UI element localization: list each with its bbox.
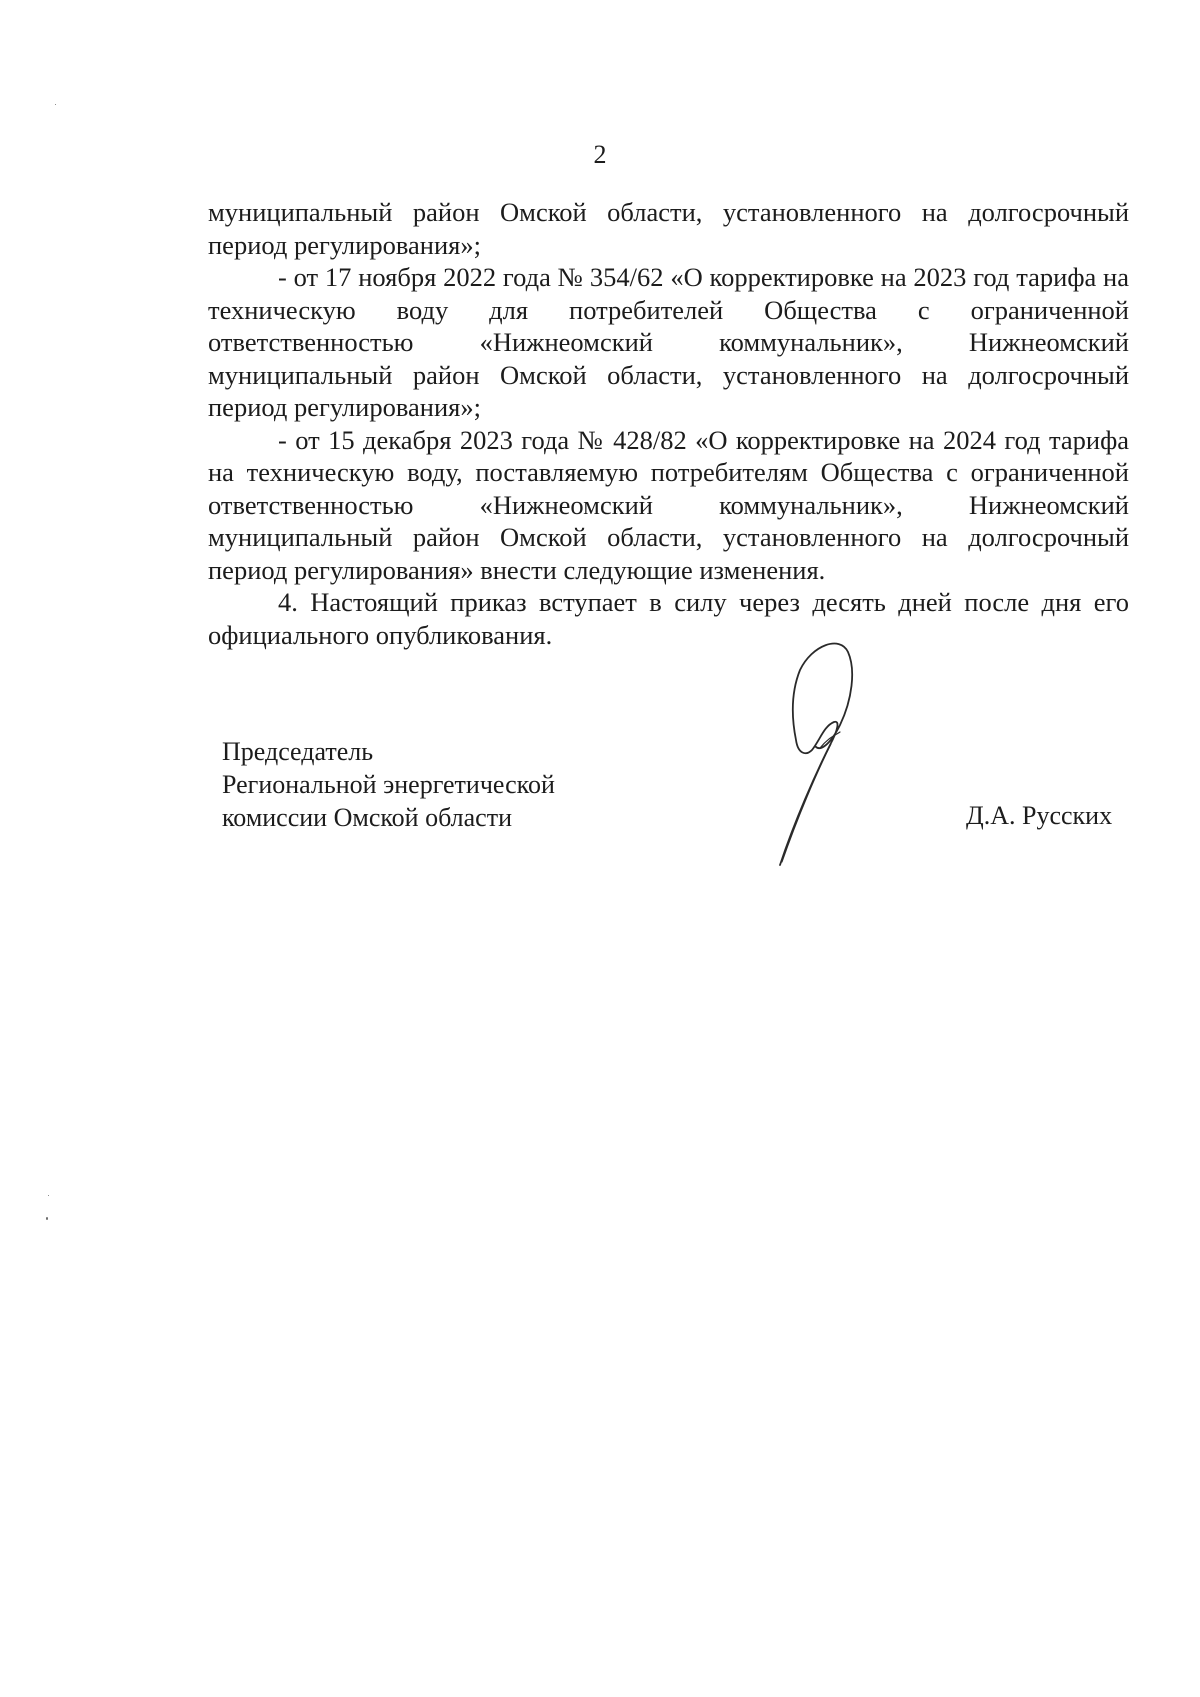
position-line-3: комиссии Омской области (222, 803, 512, 832)
signatory-position (222, 735, 555, 834)
handwritten-signature (760, 640, 900, 880)
paragraph-order-428-82: - от 15 декабря 2023 года № 428/82 «О корректировке на 2024 год тарифа на техническую воду, поставляемую потребителям Общества с ограниченной ответственностью «Нижнеомский коммунальник», Нижнеомский муниципальный район Омской области, установленного на долгосрочный период регулирования» внести следующие изменения. (208, 424, 1129, 585)
paragraph-item-4: 4. Настоящий приказ вступает в силу через десять дней после дня его официального опубликования. (208, 587, 1129, 650)
signer-name: Д.А. Русских (966, 801, 1113, 830)
paragraph-continuation: муниципальный район Омской области, установленного на долгосрочный период регулирования»; (208, 197, 1129, 260)
position-line-1: Председатель (222, 737, 374, 766)
scan-speck (55, 104, 56, 105)
document-body (208, 196, 1129, 651)
scan-speck (48, 1195, 49, 1196)
paragraph-order-354-62: - от 17 ноября 2022 года № 354/62 «О корректировке на 2023 год тарифа на техническую воду для потребителей Общества с ограниченной ответственностью «Нижнеомский коммунальник», Нижнеомский муниципальный район Омской области, установленного на долгосрочный период регулирования»; (208, 262, 1129, 422)
position-line-2: Региональной энергетической (222, 770, 555, 799)
page-number: 2 (593, 140, 607, 169)
scan-speck (46, 1217, 48, 1220)
